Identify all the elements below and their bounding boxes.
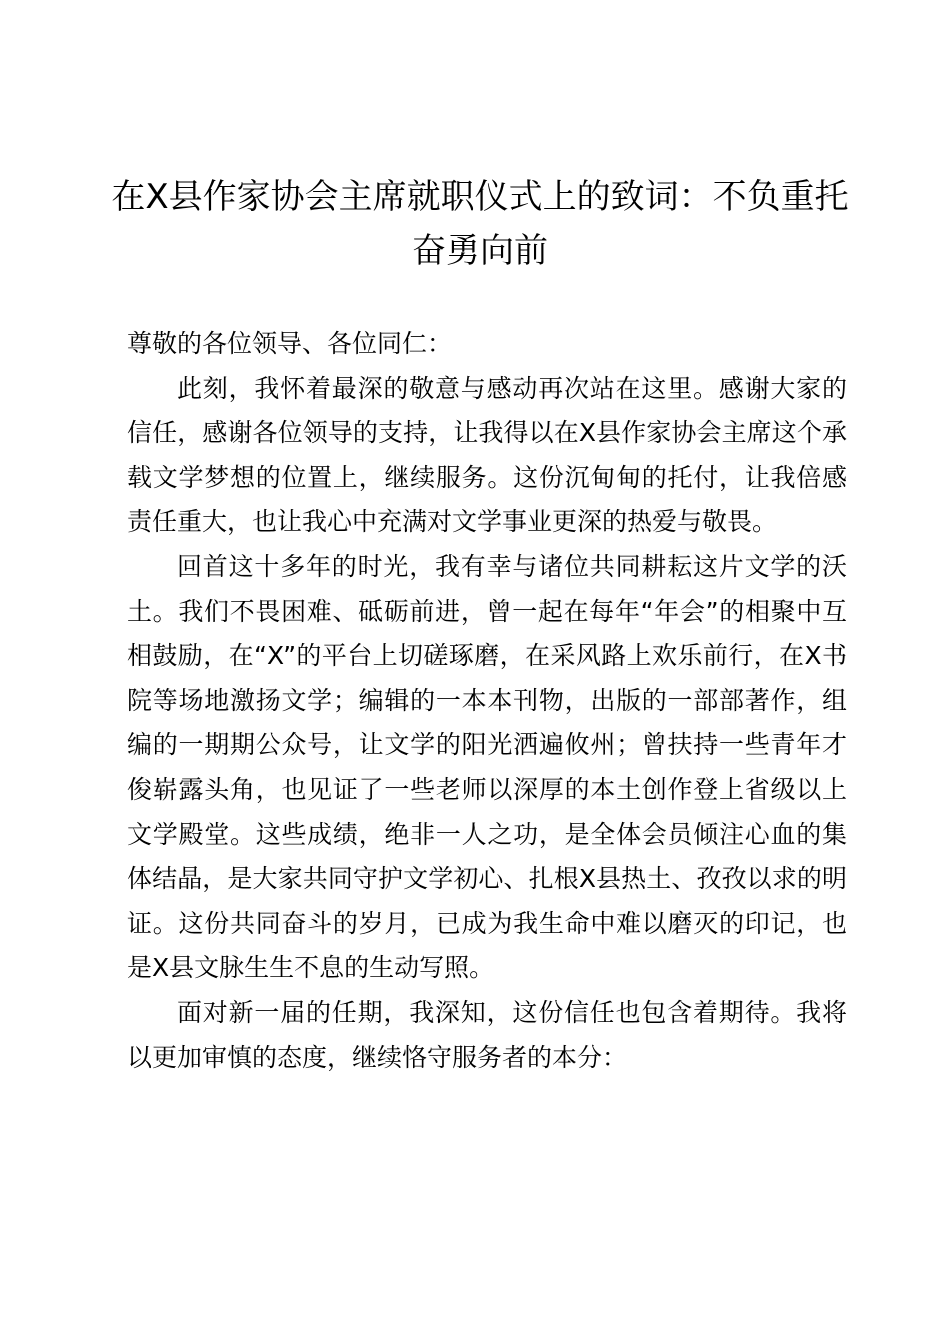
salutation: 尊敬的各位领导、各位同仁：: [127, 329, 453, 358]
document-body: [127, 322, 847, 1080]
paragraph-3: 面对新一届的任期，我深知，这份信任也包含着期待。我将以更加审慎的态度，继续恪守服务者的本分：: [127, 997, 847, 1072]
paragraph-2: 回首这十多年的时光，我有幸与诸位共同耕耘这片文学的沃土。我们不畏困难、砥砺前进，曾一起在每年“年会”的相聚中互相鼓励，在“X”的平台上切磋琢磨，在采风路上欢乐前行，在X书院等场地激扬文学；编辑的一本本刊物，出版的一部部著作，组编的一期期公众号，让文学的阳光洒遍攸州；曾扶持一些青年才俊崭露头角，也见证了一些老师以深厚的本土创作登上省级以上文学殿堂。这些成绩，绝非一人之功，是全体会员倾注心血的集体结晶，是大家共同守护文学初心、扎根X县热土、孜孜以求的明证。这份共同奋斗的岁月，已成为我生命中难以磨灭的印记，也是X县文脉生生不息的生动写照。: [127, 551, 847, 983]
document-title: 在X县作家协会主席就职仪式上的致词：不负重托奋勇向前: [111, 177, 849, 271]
paragraph-1: 此刻，我怀着最深的敬意与感动再次站在这里。感谢大家的信任，感谢各位领导的支持，让我得以在X县作家协会主席这个承载文学梦想的位置上，继续服务。这份沉甸甸的托付，让我倍感责任重大，也让我心中充满对文学事业更深的热爱与敬畏。: [127, 373, 847, 537]
